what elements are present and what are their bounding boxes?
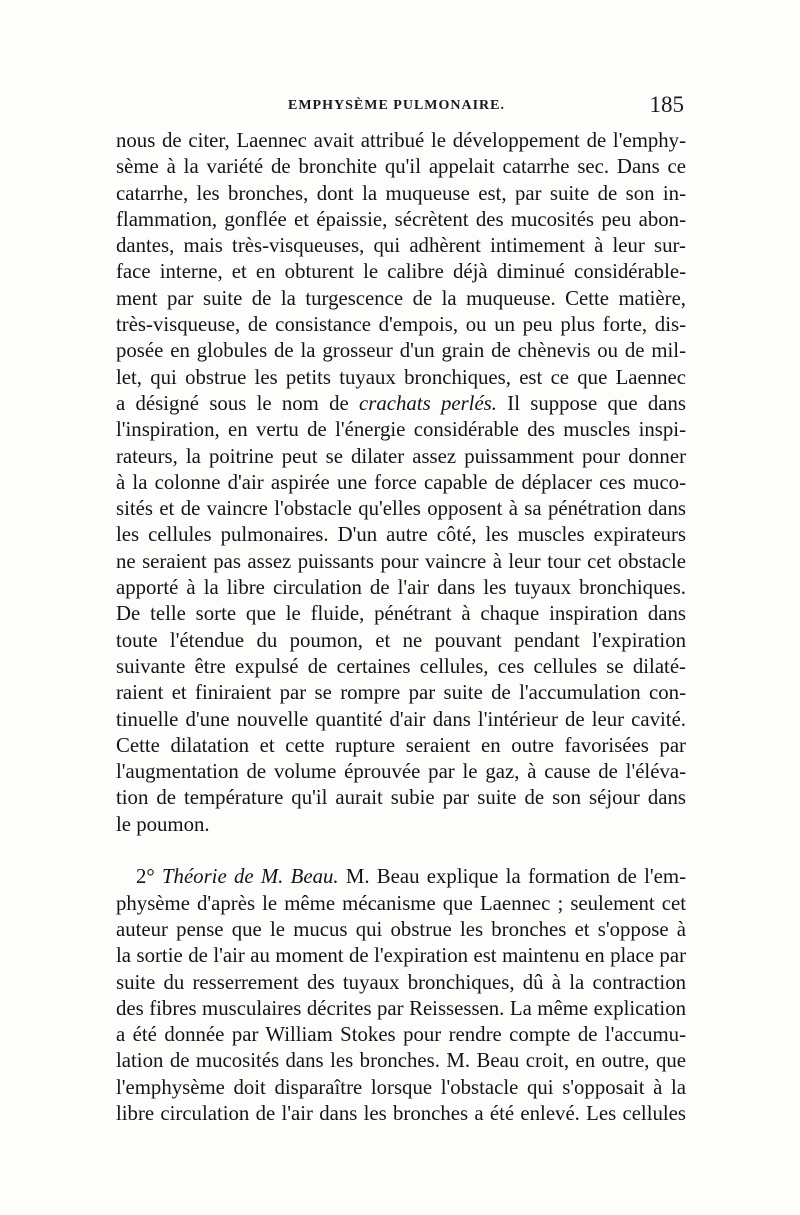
body-text (116, 128, 686, 1127)
text-line: a été donnée par William Stokes pour rendre compte de l'accumu- (116, 1023, 686, 1047)
text-line: flammation, gonflée et épaissie, sécrètent des mucosités peu abon- (116, 207, 686, 231)
text-line: physème d'après le même mécanisme que Laennec ; seulement cet (116, 891, 686, 915)
text-line: des fibres musculaires décrites par Reissessen. La même explication (116, 996, 686, 1020)
text-line: suivante être expulsé de certaines cellules, ces cellules se dilaté- (116, 654, 686, 678)
text-line: le poumon. (116, 812, 210, 836)
text-line: tinuelle d'une nouvelle quantité d'air dans l'intérieur de leur cavité. (116, 707, 686, 731)
text-line: Cette dilatation et cette rupture seraient en outre favorisées par (116, 733, 686, 757)
text-line: à la colonne d'air aspirée une force capable de déplacer ces muco- (116, 470, 686, 494)
text-line: rateurs, la poitrine peut se dilater assez puissamment pour donner (116, 444, 686, 468)
text-fragment: Il suppose que dans (496, 391, 686, 415)
text-line: lation de mucosités dans les bronches. M. Beau croit, en outre, que (116, 1049, 686, 1073)
text-line: l'emphysème doit disparaître lorsque l'obstacle qui s'opposait à la (116, 1075, 686, 1099)
text-line: la sortie de l'air au moment de l'expiration est maintenu en place par (116, 944, 686, 968)
text-line: très-visqueuse, de consistance d'empois, ou un peu plus forte, dis- (116, 313, 686, 337)
text-line: l'augmentation de volume éprouvée par le gaz, à cause de l'éléva- (116, 760, 686, 784)
text-line: nous de citer, Laennec avait attribué le développement de l'emphy- (116, 129, 686, 152)
text-line: De telle sorte que le fluide, pénétrant à chaque inspiration dans (116, 602, 686, 626)
text-line: catarrhe, les bronches, dont la muqueuse est, par suite de son in- (116, 181, 686, 205)
running-title: EMPHYSÈME PULMONAIRE. (288, 98, 505, 113)
text-line: posée en globules de la grosseur d'un grain de chènevis ou de mil- (116, 339, 686, 363)
italic-term: crachats perlés. (359, 391, 497, 415)
page-number: 185 (649, 92, 684, 117)
text-line: sités et de vaincre l'obstacle qu'elles opposent à sa pénétration dans (116, 497, 686, 521)
text-fragment: M. Beau explique la formation de l'em- (338, 865, 686, 889)
page-header (116, 94, 686, 120)
text-line: toute l'étendue du poumon, et ne pouvant pendant l'expiration (116, 628, 686, 652)
text-line: les cellules pulmonaires. D'un autre côté, les muscles expirateurs (116, 523, 686, 547)
text-line: suite du resserrement des tuyaux bronchiques, dû à la contraction (116, 970, 686, 994)
section-title: Théorie de M. Beau. (161, 865, 339, 889)
text-line-with-italic (116, 391, 686, 417)
text-line: sème à la variété de bronchite qu'il appelait catarrhe sec. Dans ce (116, 155, 686, 179)
text-line: l'inspiration, en vertu de l'énergie considérable des muscles inspi- (116, 418, 686, 442)
section-heading-line (116, 864, 686, 890)
text-line: tion de température qu'il aurait subie par suite de son séjour dans (116, 786, 686, 810)
paragraph-gap (116, 838, 686, 864)
text-line: ment par suite de la turgescence de la muqueuse. Cette matière, (116, 286, 686, 310)
text-line: raient et finiraient par se rompre par suite de l'accumulation con- (116, 681, 686, 705)
text-line: let, qui obstrue les petits tuyaux bronchiques, est ce que Laennec (116, 365, 686, 389)
text-line: auteur pense que le mucus qui obstrue les bronches et s'oppose à (116, 917, 686, 941)
text-line: face interne, et en obturent le calibre déjà diminué considérable- (116, 260, 686, 284)
text-line: dantes, mais très-visqueuses, qui adhèrent intimement à leur sur- (116, 234, 686, 258)
section-number: 2° (136, 865, 162, 889)
text-line: apporté à la libre circulation de l'air dans les tuyaux bronchiques. (116, 576, 686, 600)
text-line: libre circulation de l'air dans les bronches a été enlevé. Les cellules (116, 1101, 686, 1125)
text-fragment: a désigné sous le nom de (116, 391, 360, 415)
text-line: ne seraient pas assez puissants pour vaincre à leur tour cet obstacle (116, 549, 686, 573)
